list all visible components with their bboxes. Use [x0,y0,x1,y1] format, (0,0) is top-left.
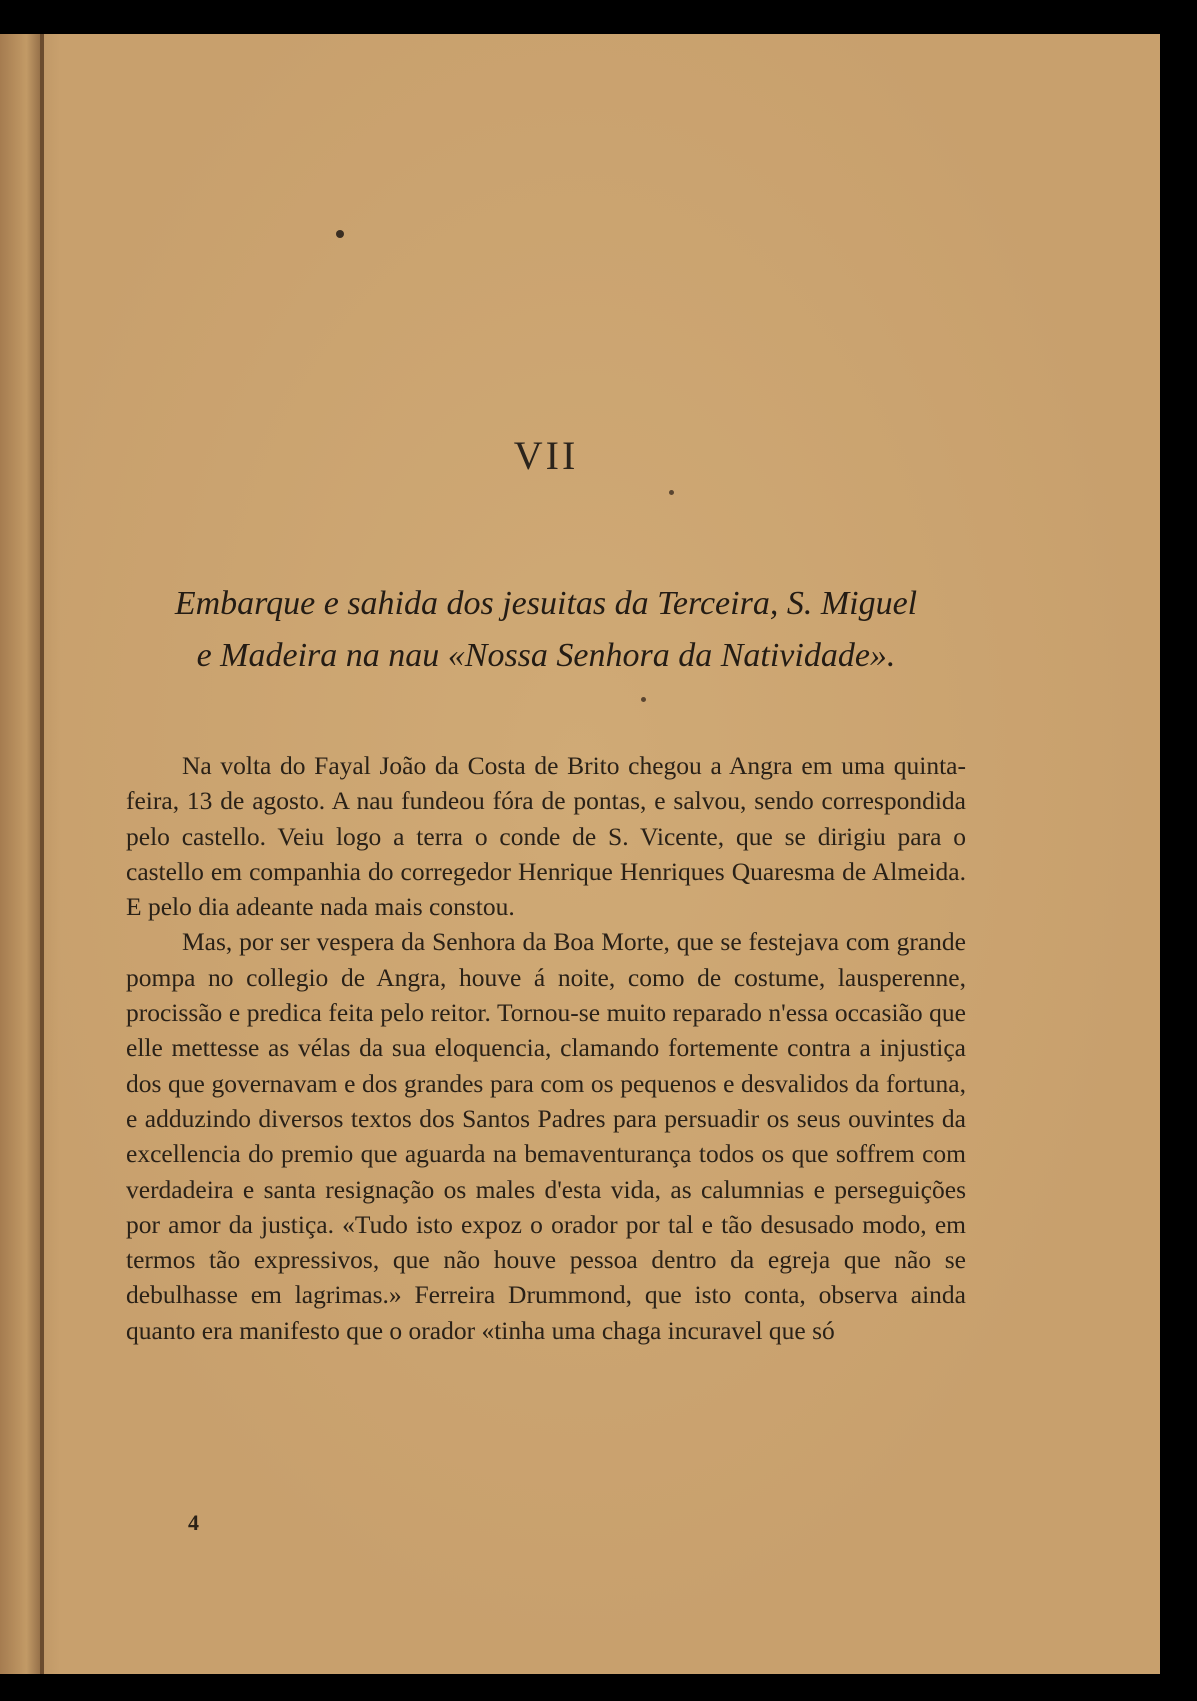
ink-dot [336,230,344,238]
signature-mark: 4 [188,1510,199,1535]
chapter-title [126,578,966,682]
paragraph: Mas, por ser vespera da Senhora da Boa Morte, que se festejava com grande pompa no collegio de Angra, houve á noite, como de costume, lausperenne, procissão e predica feita pelo reitor. Tornou-se muito reparado n'essa occasião que elle mettesse as vélas da sua eloquencia, clamando fortemente contra a injustiça dos que governavam e dos grandes para com os pequenos e desvalidos da fortuna, e adduzindo diversos textos dos Santos Padres para persuadir os seus ouvintes da excellencia do premio que aguarda na bemaventurança todos os que soffrem com verdadeira e santa resignação os males d'esta vida, as calumnias e perseguições por amor da justiça. «Tudo isto expoz o orador por tal e tão desusado modo, em termos tão expressivos, que não houve pessoa dentro da egreja que não se debulhasse em lagrimas.» Ferreira Drummond, que isto conta, observa ainda quanto era manifesto que o orador «tinha uma chaga incuravel que só [126,927,966,1345]
right-margin-edge [1160,34,1197,1674]
paper-speck [641,697,646,702]
paper-speck [669,490,674,495]
gutter-shadow [40,34,44,1674]
chapter-number: VII [513,433,579,478]
chapter-title-line-2: e Madeira na nau «Nossa Senhora da Natividade». [196,637,896,674]
paragraph: Na volta do Fayal João da Costa de Brito chegou a Angra em uma quinta-feira, 13 de agosto. A nau fundeou fóra de pontas, e salvou, sendo correspondida pelo castello. Veiu logo a terra o conde de S. Vicente, que se dirigiu para o castello em companhia do corregedor Henrique Henriques Quaresma de Almeida. E pelo dia adeante nada mais constou. [126,751,966,922]
body-text [126,748,966,1348]
chapter-title-line-1: Embarque e sahida dos jesuitas da Terceira, S. Miguel [174,585,918,622]
binding-gutter [0,34,44,1674]
